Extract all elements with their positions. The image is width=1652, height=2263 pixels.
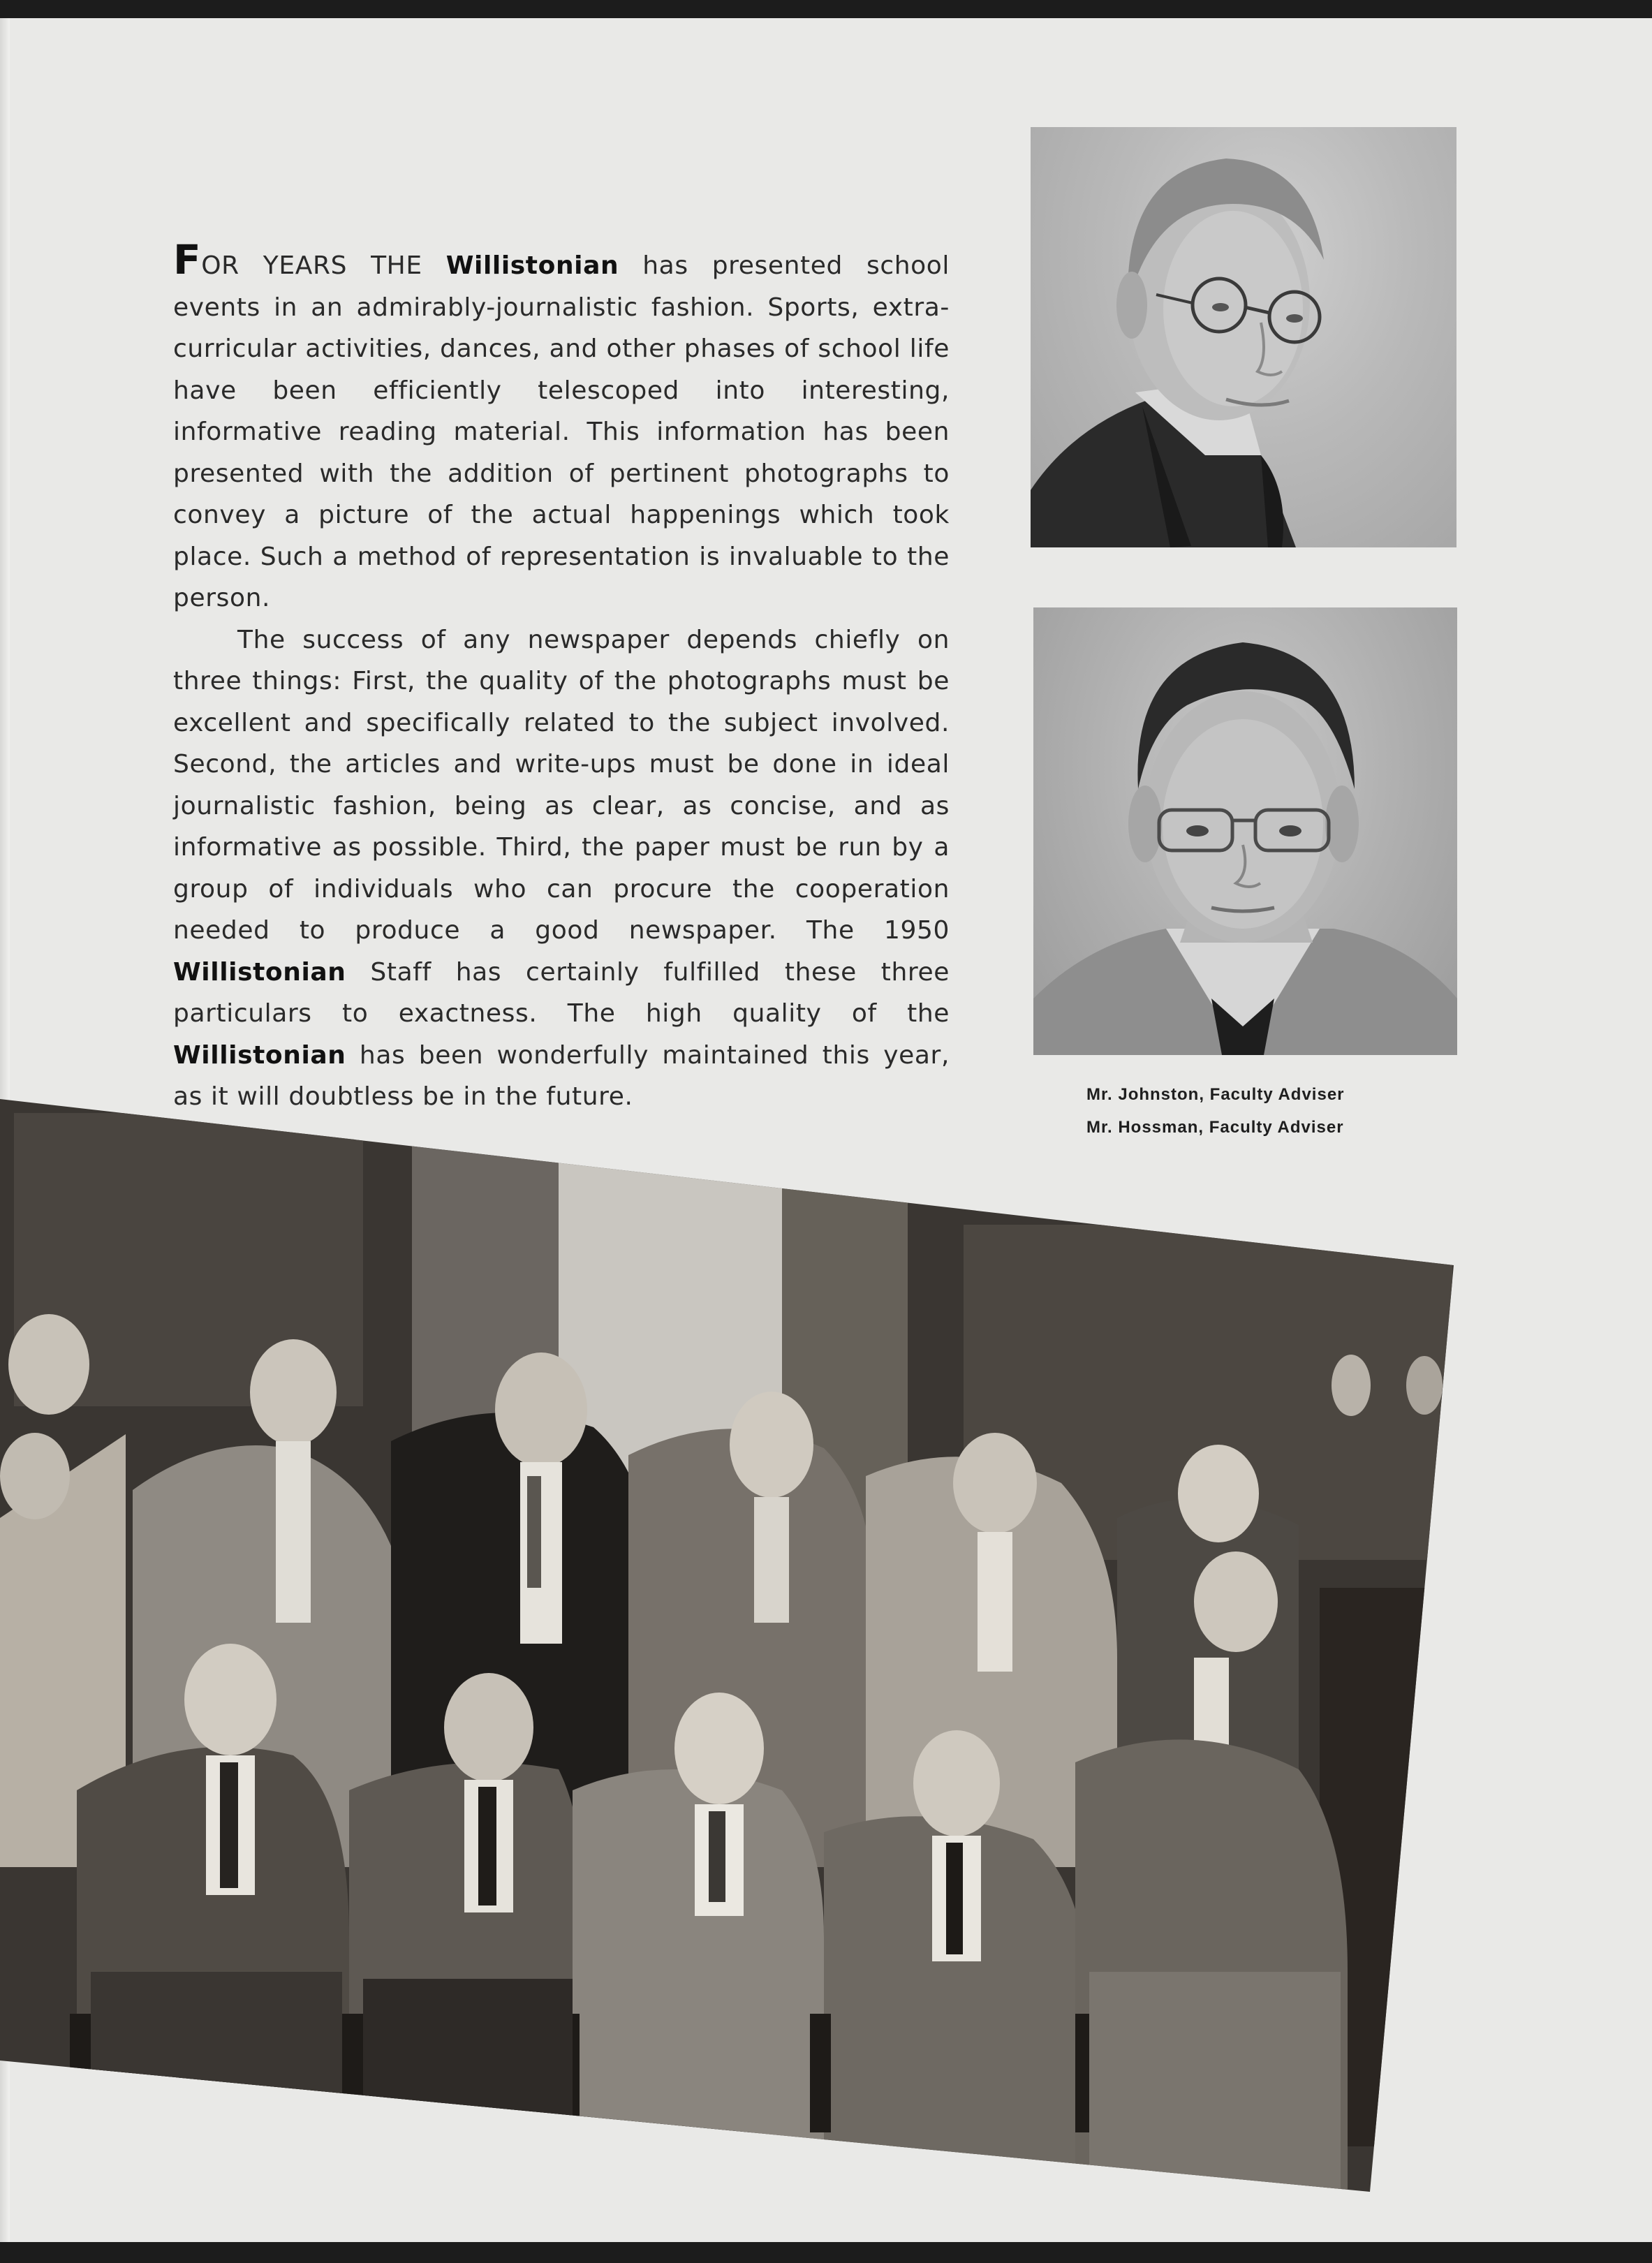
paragraph-2-text-c: has been wonderfully maintained this year, as it will doubtless be in the future. (173, 1040, 950, 1111)
paragraph-1-text-a: OR YEARS THE (201, 251, 446, 280)
drop-cap: F (173, 236, 202, 283)
paragraph-2-text-b: Staff has certainly fulfilled these three particulars to exactness. The high quality of the (173, 957, 950, 1028)
portrait-photo-hossman (1033, 607, 1457, 1055)
staff-group-photo (0, 1099, 1459, 2192)
newspaper-name: Willistonian (173, 1040, 346, 1070)
caption-johnston: Mr. Johnston, Faculty Adviser (1086, 1085, 1345, 1104)
caption-hossman: Mr. Hossman, Faculty Adviser (1086, 1118, 1344, 1137)
paragraph-2 (173, 619, 950, 1118)
newspaper-name: Willistonian (173, 957, 346, 987)
paragraph-1-text-b: has presented school events in an admirably-journalistic fashion. Sports, extra-curricular activities, dances, and other phases of school life have been efficiently telescoped into interesting, informative reading material. This information has been presented with the addition of pertinent photographs to convey a picture of the actual happenings which took place. Such a method of representation is invaluable to the person. (173, 251, 950, 612)
newspaper-name: Willistonian (445, 251, 619, 280)
paragraph-1 (173, 236, 950, 619)
article-text (173, 236, 950, 1118)
portrait-photo-johnston (1031, 127, 1456, 547)
yearbook-page (0, 18, 1652, 2242)
paragraph-2-text-a: The success of any newspaper depends chiefly on three things: First, the quality of the photographs must be excellent and specifically related to the subject involved. Second, the articles and write-ups must be done in ideal journalistic fashion, being as clear, as concise, and as informative as possible. Third, the paper must be run by a group of individuals who can procure the cooperation needed to produce a good newspaper. The 1950 (173, 625, 950, 945)
